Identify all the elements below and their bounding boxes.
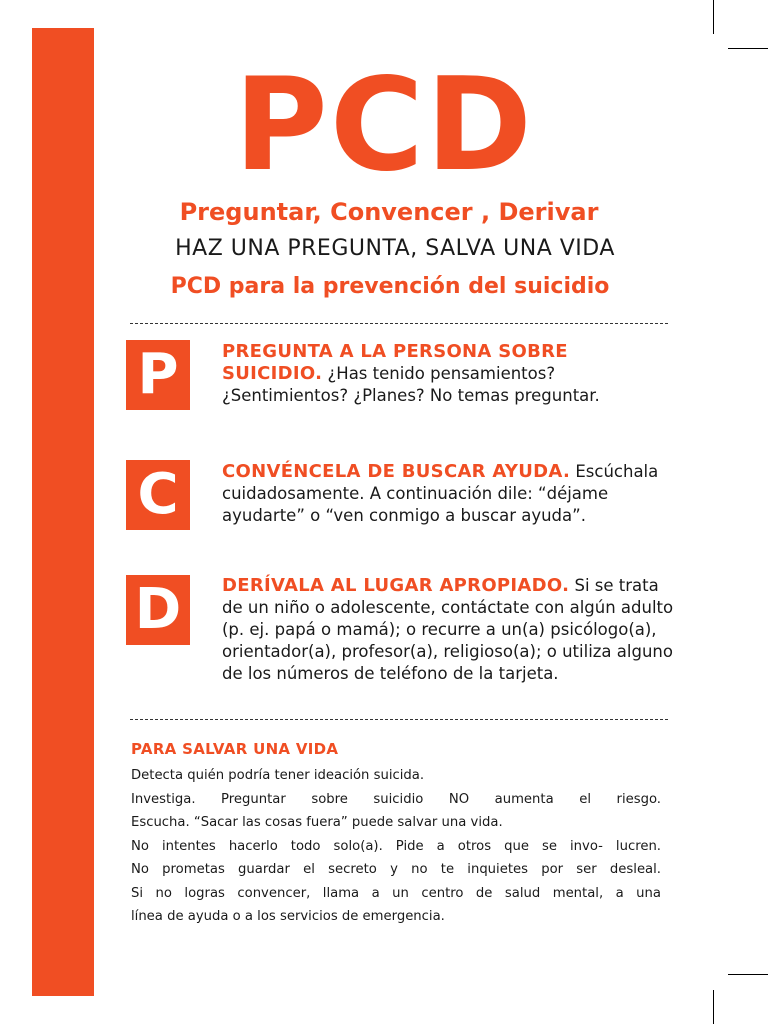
list-item: Escucha. “Sacar las cosas fuera” puede salvar una vida. <box>131 815 503 830</box>
list-item: Si no logras convencer, llama a un centro de salud mental, a una <box>131 885 661 901</box>
step-body: Escúchala cuidadosamente. A continuación dile: “déjame ayudarte” o “ven conmigo a buscar ayuda”. <box>222 462 659 525</box>
crop-mark <box>713 990 714 1024</box>
step-body: ¿Has tenido pensamientos? ¿Sentimientos? ¿Planes? No temas preguntar. <box>222 364 600 405</box>
crop-mark <box>713 0 714 34</box>
page-title: PCD <box>234 51 534 200</box>
step-body: Si se trata de un niño o adolescente, contáctate con algún adulto (p. ej. papá o mamá); o recurre a un(a) psicólogo(a), orientador(a), profesor(a), religioso(a); o utiliza alguno de los números de teléfono de la tarjeta. <box>222 576 674 683</box>
letter-badge-d: D <box>126 575 190 645</box>
list-item: Investiga. Preguntar sobre suicidio NO aumenta el riesgo. <box>131 791 661 807</box>
divider-top <box>130 323 668 324</box>
subtitle-steps: Preguntar, Convencer , Derivar <box>179 198 599 226</box>
step-heading: DERÍVALA AL LUGAR APROPIADO. <box>222 575 570 596</box>
letter-badge-c: C <box>126 460 190 530</box>
divider-bottom <box>130 719 668 720</box>
step-deriva <box>222 575 674 685</box>
list-item: Detecta quién podría tener ideación suicida. <box>131 768 425 783</box>
crop-mark <box>728 974 768 975</box>
step-heading: CONVÉNCELA DE BUSCAR AYUDA. <box>222 461 571 482</box>
step-heading: PREGUNTA A LA PERSONA SOBRE SUICIDIO. <box>222 341 568 384</box>
list-item: No intentes hacerlo todo solo(a). Pide a otros que se invo- lucren. <box>131 838 661 854</box>
letter-badge-p: P <box>126 340 190 410</box>
save-life-list <box>131 764 661 929</box>
list-item: línea de ayuda o a los servicios de emergencia. <box>131 909 445 924</box>
subtitle-purpose: PCD para la prevención del suicidio <box>170 274 610 299</box>
step-convence <box>222 461 674 527</box>
save-life-heading: PARA SALVAR UNA VIDA <box>131 740 339 758</box>
list-item: No prometas guardar el secreto y no te inquietes por ser desleal. <box>131 862 661 877</box>
step-pregunta <box>222 341 674 407</box>
crop-mark <box>728 48 768 49</box>
subtitle-slogan: HAZ UNA PREGUNTA, SALVA UNA VIDA <box>175 236 615 261</box>
